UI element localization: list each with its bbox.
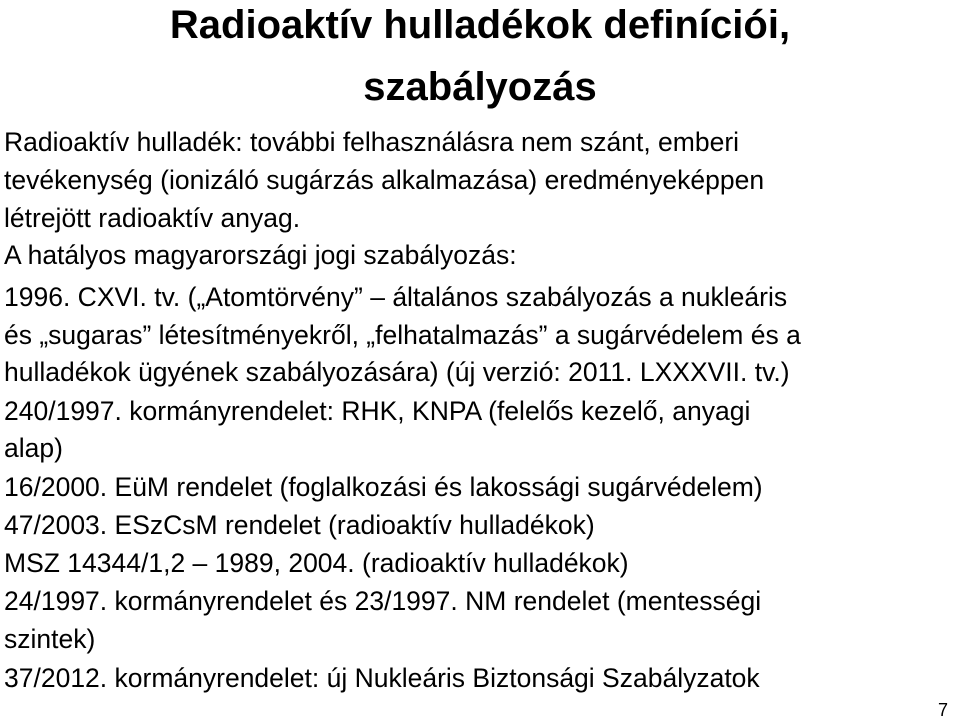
regulation-heading: A hatályos magyarországi jogi szabályozás: [4,240,517,270]
regulation-atomic-act-line-1: 1996. CXVI. tv. („Atomtörvény” – általános szabályozás a nukleáris [4,282,788,312]
regulation-240-1997-line-1: 240/1997. kormányrendelet: RHK, KNPA (felelős kezelő, anyagi [4,396,751,426]
regulation-47-2003: 47/2003. ESzCsM rendelet (radioaktív hulladékok) [4,510,595,540]
slide-title-line-2: szabályozás [363,65,597,109]
regulation-16-2000: 16/2000. EüM rendelet (foglalkozási és lakossági sugárvédelem) [4,472,763,502]
definition-line-3: létrejött radioaktív anyag. [4,203,301,233]
regulation-24-1997-line-2: szintek) [4,624,96,654]
slide-title-line-1: Radioaktív hulladékok definíciói, [169,3,791,47]
regulation-37-2012: 37/2012. kormányrendelet: új Nukleáris Biztonsági Szabályzatok [4,663,760,693]
definition-line-2: tevékenység (ionizáló sugárzás alkalmazása) eredményeképpen [4,165,765,195]
definition-line-1: Radioaktív hulladék: további felhasználásra nem szánt, emberi [4,127,740,157]
page-number: 7 [937,700,948,720]
regulation-atomic-act-line-3: hulladékok ügyének szabályozására) (új verzió: 2011. LXXXVII. tv.) [4,357,790,387]
regulation-atomic-act-line-2: és „sugaras” létesítményekről, „felhatalmazás” a sugárvédelem és a [4,320,801,350]
regulation-24-1997-line-1: 24/1997. kormányrendelet és 23/1997. NM rendelet (mentességi [4,586,762,616]
regulation-240-1997-line-2: alap) [4,433,63,463]
standard-msz-14344: MSZ 14344/1,2 – 1989, 2004. (radioaktív hulladékok) [4,548,629,578]
